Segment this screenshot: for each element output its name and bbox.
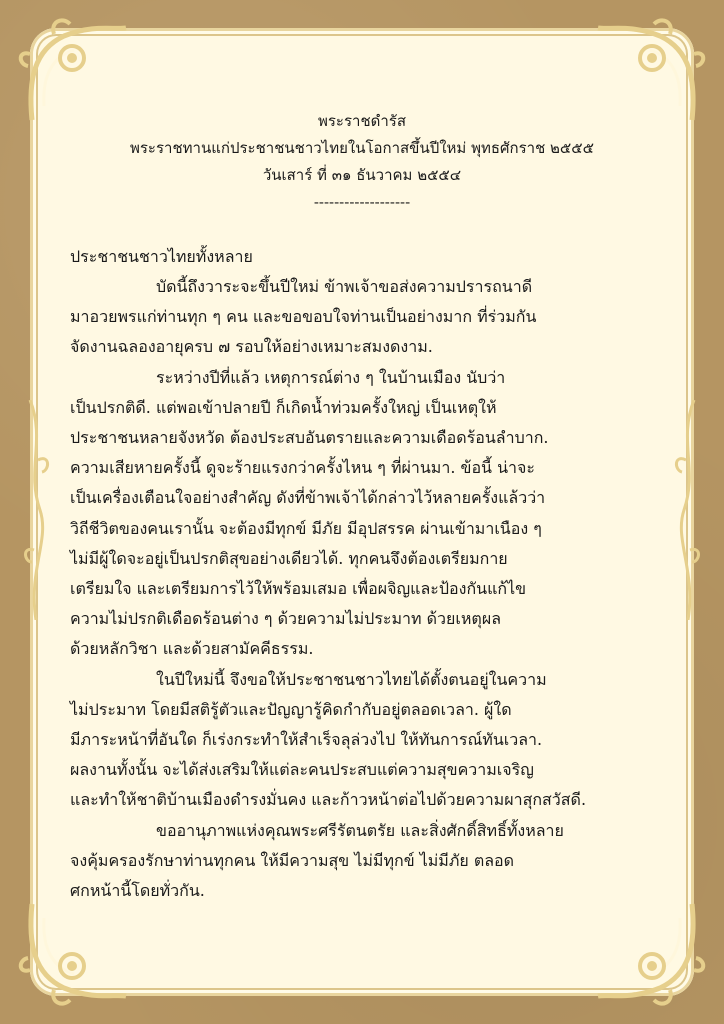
body-line: ขออานุภาพแห่งคุณพระศรีรัตนตรัย และสิ่งศักดิ์สิทธิ์ทั้งหลาย	[156, 820, 564, 840]
body-line: ในปีใหม่นี้ จึงขอให้ประชาชนชาวไทยได้ตั้งตนอยู่ในความ	[156, 669, 547, 689]
side-vine-left	[22, 400, 52, 620]
document-date: วันเสาร์ ที่ ๓๑ ธันวาคม ๒๕๕๔	[262, 166, 462, 184]
body-line: และทำให้ชาติบ้านเมืองดำรงมั่นคง และก้าวหน้าต่อไปด้วยความผาสุกสวัสดี.	[70, 790, 587, 810]
body-line: ด้วยหลักวิชา และด้วยสามัคคีธรรม.	[70, 639, 314, 659]
body-line: ความไม่ปรกติเดือดร้อนต่าง ๆ ด้วยความไม่ประมาท ด้วยเหตุผล	[70, 609, 501, 629]
body-line: วิถีชีวิตของคนเรานั้น จะต้องมีทุกข์ มีภัย มีอุปสรรค ผ่านเข้ามาเนือง ๆ	[70, 518, 542, 538]
body-line: มีภาระหน้าที่อันใด ก็เร่งกระทำให้สำเร็จลุล่วงไป ให้ทันการณ์ทันเวลา.	[70, 730, 543, 750]
body-line: ไม่มีผู้ใดจะอยู่เป็นปรกติสุขอย่างเดียวได้. ทุกคนจึงต้องเตรียมกาย	[70, 548, 508, 568]
body-line: เป็นปรกติดี. แต่พอเข้าปลายปี ก็เกิดน้ำท่วมครั้งใหญ่ เป็นเหตุให้	[70, 397, 497, 417]
body-line: บัดนี้ถึงวาระจะขึ้นปีใหม่ ข้าพเจ้าขอส่งความปรารถนาดี	[156, 277, 533, 296]
header-separator: -------------------	[313, 193, 411, 211]
document-subtitle: พระราชทานแก่ประชาชนชาวไทยในโอกาสขึ้นปีใหม่ พุทธศักราช ๒๕๕๕	[129, 139, 594, 157]
speech-body	[70, 272, 654, 906]
body-line: ไม่ประมาท โดยมีสติรู้ตัวและปัญญารู้คิดกำกับอยู่ตลอดเวลา. ผู้ใด	[70, 699, 512, 719]
document-content	[70, 108, 654, 906]
document-title: พระราชดำรัส	[317, 112, 407, 130]
body-line: จงคุ้มครองรักษาท่านทุกคน ให้มีความสุข ไม่มีทุกข์ ไม่มีภัย ตลอด	[70, 850, 515, 870]
body-line: จัดงานฉลองอายุครบ ๗ รอบให้อย่างเหมาะสมงดงาม.	[70, 337, 433, 357]
body-line: ศกหน้านี้โดยทั่วกัน.	[70, 881, 205, 901]
side-vine-right	[672, 400, 702, 620]
body-line: ประชาชนหลายจังหวัด ต้องประสบอันตรายและความเดือดร้อนลำบาก.	[70, 428, 549, 448]
corner-ornament-bottom-left	[14, 894, 134, 1014]
body-line: เป็นเครื่องเตือนใจอย่างสำคัญ ดังที่ข้าพเจ้าได้กล่าวไว้หลายครั้งแล้วว่า	[70, 488, 546, 508]
body-line: ผลงานทั้งนั้น จะได้ส่งเสริมให้แต่ละคนประสบแต่ความสุขความเจริญ	[70, 760, 534, 780]
body-line: เตรียมใจ และเตรียมการไว้ให้พร้อมเสมอ เพื่อผจิญและป้องกันแก้ไข	[70, 579, 527, 599]
body-line: ระหว่างปีที่แล้ว เหตุการณ์ต่าง ๆ ในบ้านเมือง นับว่า	[156, 367, 506, 387]
body-line: ความเสียหายครั้งนี้ ดูจะร้ายแรงกว่าครั้งไหน ๆ ที่ผ่านมา. ข้อนี้ น่าจะ	[70, 458, 535, 478]
document-header	[70, 108, 654, 216]
body-line: มาอวยพรแก่ท่านทุก ๆ คน และขอขอบใจท่านเป็นอย่างมาก ที่ร่วมกัน	[70, 307, 537, 327]
salutation: ประชาชนชาวไทยทั้งหลาย	[70, 247, 253, 266]
corner-ornament-bottom-right	[590, 894, 710, 1014]
